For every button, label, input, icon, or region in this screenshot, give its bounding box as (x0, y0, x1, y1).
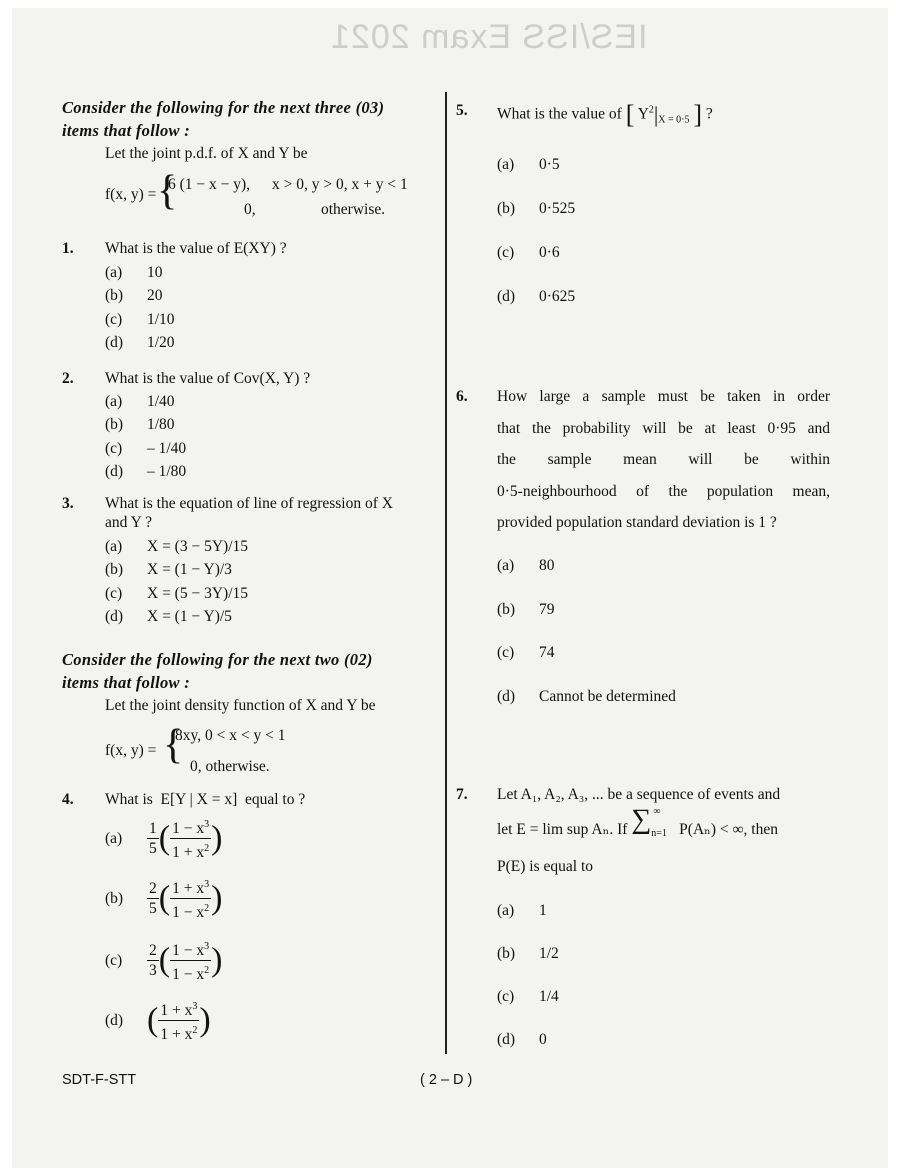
q4c-right-paren: ) (211, 941, 223, 979)
q2-option-d-text[interactable]: – 1/80 (147, 463, 187, 480)
q4d-den (158, 1021, 199, 1044)
q7-text-line3: P(E) is equal to (497, 858, 593, 875)
q4a-num (170, 815, 211, 839)
q1-option-a-text[interactable]: 10 (147, 264, 163, 281)
q1-number: 1. (62, 240, 74, 257)
q7-sum-symbol: ∑ (631, 804, 652, 835)
q4-option-d-formula[interactable] (147, 997, 211, 1044)
q2-option-c-text[interactable]: – 1/40 (147, 440, 187, 457)
q7-option-b-label[interactable]: (b) (497, 945, 516, 962)
q4b-right-paren: ) (211, 879, 223, 917)
q6-text-line4: 0·5-neighbourhood of the population mean, (497, 482, 830, 500)
pdf1-lhs: f(x, y) = (105, 186, 157, 203)
q7-option-b-text[interactable]: 1/2 (539, 945, 559, 962)
q4b-fraction (170, 875, 211, 922)
pdf1-case2-expr: 0, (244, 201, 256, 218)
q6-text-line1: How large a sample must be taken in order (497, 388, 830, 405)
q4a-den (170, 839, 211, 862)
q7-option-d-text[interactable]: 0 (539, 1031, 547, 1048)
q7-line2-pre: let E = lim sup Aₙ. If (497, 821, 628, 838)
q4b-left-paren: ( (158, 879, 171, 917)
q4a-num-exp: 3 (204, 819, 210, 830)
q4c-num-exp: 3 (204, 941, 210, 952)
exam-page (12, 8, 888, 1168)
q6-option-b-label[interactable]: (b) (497, 601, 516, 618)
q4a-den-exp: 2 (204, 843, 210, 855)
q4c-coefficient (147, 941, 159, 980)
q4-option-c-label[interactable]: (c) (105, 952, 123, 969)
q6-option-b-text[interactable]: 79 (539, 601, 555, 618)
q4-number: 4. (62, 791, 74, 808)
q4b-den-exp: 2 (204, 903, 210, 915)
q2-option-a-label[interactable]: (a) (105, 393, 123, 410)
q4d-num (158, 997, 199, 1021)
q4-option-c-formula[interactable] (147, 937, 222, 984)
q6-text (497, 381, 830, 539)
q4c-den-exp: 2 (204, 965, 210, 977)
section1-intro: Let the joint p.d.f. of X and Y be (105, 145, 308, 162)
q5-given-bar: | (653, 102, 659, 127)
q2-option-d-label[interactable]: (d) (105, 463, 124, 480)
q3-text-line2: and Y ? (105, 514, 153, 531)
q5-option-d-label[interactable]: (d) (497, 288, 516, 305)
section2-intro: Let the joint density function of X and Y be (105, 697, 376, 714)
q7-number: 7. (456, 786, 468, 803)
q2-number: 2. (62, 370, 74, 387)
pdf2-case1: 8xy, 0 < x < y < 1 (175, 727, 286, 744)
q2-option-c-label[interactable]: (c) (105, 440, 123, 457)
q4a-coef-num: 1 (149, 820, 157, 838)
q4-text (105, 791, 305, 809)
q4d-fraction (158, 997, 199, 1044)
footer-code: SDT-F-STT (62, 1072, 137, 1088)
q3-option-b-label[interactable]: (b) (105, 561, 124, 578)
q5-text (497, 100, 713, 130)
q4-option-b-formula[interactable] (147, 875, 222, 922)
q4a-left-paren: ( (158, 819, 171, 857)
q3-text-line1: What is the equation of line of regression of X (105, 495, 393, 512)
pdf2-case2: 0, otherwise. (190, 758, 270, 775)
pdf2-lhs: f(x, y) = (105, 742, 157, 759)
q4-option-a-label[interactable]: (a) (105, 830, 123, 847)
q6-text-line2: that the probability will be at least 0·95 and (497, 419, 830, 437)
q4a-coef-den: 5 (149, 840, 157, 858)
q7-option-a-text[interactable]: 1 (539, 902, 547, 919)
q4a-right-paren: ) (211, 819, 223, 857)
q1-option-c-label[interactable]: (c) (105, 311, 123, 328)
pdf1-brace: { (157, 168, 178, 214)
q7-option-c-text[interactable]: 1/4 (539, 988, 559, 1005)
q4c-num (170, 937, 211, 961)
q5-option-c-text[interactable]: 0·6 (539, 244, 560, 261)
q6-option-a-text[interactable]: 80 (539, 557, 555, 574)
q2-option-a-text[interactable]: 1/40 (147, 393, 175, 410)
q4b-coefficient (147, 879, 159, 918)
section1-header-line1: Consider the following for the next three (03) (62, 98, 385, 117)
q4b-den (170, 899, 211, 922)
q3-option-c-text[interactable]: X = (5 − 3Y)/15 (147, 585, 248, 602)
q4d-left-paren: ( (147, 1001, 159, 1039)
q1-option-d-text[interactable]: 1/20 (147, 334, 175, 351)
q1-option-d-label[interactable]: (d) (105, 334, 124, 351)
q6-text-line3: the sample mean will be within (497, 451, 830, 468)
q5-right-bracket: ] (693, 100, 703, 129)
q4a-fraction (170, 815, 211, 862)
section2-header-line2: items that follow : (62, 673, 191, 692)
watermark: IES/ISS Exam 2021 (330, 18, 648, 56)
q7-sum-bottom: n=1 (651, 828, 667, 839)
q4c-fraction (170, 937, 211, 984)
q3-option-b-text[interactable]: X = (1 − Y)/3 (147, 561, 232, 578)
q7-text-line2 (497, 804, 832, 839)
q3-option-c-label[interactable]: (c) (105, 585, 123, 602)
q4-text-expr: E[Y | X = x] (160, 791, 238, 808)
q5-number: 5. (456, 102, 468, 119)
q7-text-line1: Let A₁, A₂, A₃, ... be a sequence of events and (497, 786, 781, 803)
q4a-coefficient (147, 819, 159, 858)
q7-option-c-label[interactable]: (c) (497, 988, 515, 1005)
q4b-coef-num: 2 (149, 880, 157, 898)
q1-text: What is the value of E(XY) ? (105, 240, 287, 257)
q5-option-a-label[interactable]: (a) (497, 156, 515, 173)
q6-option-a-label[interactable]: (a) (497, 557, 515, 574)
q2-text: What is the value of Cov(X, Y) ? (105, 370, 311, 387)
q2-option-b-text[interactable]: 1/80 (147, 416, 175, 433)
q4d-num-text: 1 + x (160, 1002, 193, 1020)
q3-option-d-text[interactable]: X = (1 − Y)/5 (147, 608, 232, 625)
q6-option-d-text[interactable]: Cannot be determined (539, 688, 676, 705)
q4-text-pre: What is (105, 791, 153, 808)
q4c-coef-den: 3 (149, 962, 157, 980)
q3-option-a-text[interactable]: X = (3 − 5Y)/15 (147, 538, 248, 555)
q5-option-d-text[interactable]: 0·625 (539, 288, 576, 305)
q5-text-pre: What is the value of (497, 105, 622, 123)
q4b-num-text: 1 + x (172, 880, 205, 898)
q4c-left-paren: ( (158, 941, 171, 979)
q4-option-d-label[interactable]: (d) (105, 1012, 124, 1029)
pdf2-brace: { (163, 722, 184, 768)
q4c-den-text: 1 − x (172, 966, 205, 984)
q1-option-a-label[interactable]: (a) (105, 264, 123, 281)
column-divider (445, 92, 447, 1054)
q3-option-d-label[interactable]: (d) (105, 608, 124, 625)
section2-header (62, 648, 373, 694)
q4d-den-exp: 2 (192, 1025, 198, 1037)
q5-bracket-base: Y (637, 105, 649, 123)
q7-sum-top: ∞ (653, 806, 661, 817)
q4d-num-exp: 3 (192, 1001, 198, 1012)
q4a-den-text: 1 + x (172, 844, 205, 862)
q4d-den-text: 1 + x (160, 1026, 193, 1044)
q4-option-a-formula[interactable] (147, 815, 222, 862)
q4b-num (170, 875, 211, 899)
q4-text-post: equal to ? (244, 791, 306, 808)
pdf1-case1-cond: x > 0, y > 0, x + y < 1 (272, 176, 408, 193)
q1-option-b-label[interactable]: (b) (105, 287, 124, 304)
footer-page-number: ( 2 – D ) (420, 1072, 473, 1088)
section2-header-line1: Consider the following for the next two (02) (62, 650, 373, 669)
q4d-right-paren: ) (199, 1001, 211, 1039)
q4c-num-text: 1 − x (172, 942, 205, 960)
section1-header-line2: items that follow : (62, 121, 191, 140)
q5-option-b-label[interactable]: (b) (497, 200, 516, 217)
q5-text-post: ? (705, 105, 713, 123)
q4-option-b-label[interactable]: (b) (105, 890, 124, 907)
q1-option-b-text[interactable]: 20 (147, 287, 163, 304)
q7-option-a-label[interactable]: (a) (497, 902, 515, 919)
q3-number: 3. (62, 495, 74, 512)
q5-bracket-exp: 2 (648, 104, 654, 116)
q2-option-b-label[interactable]: (b) (105, 416, 124, 433)
q4c-coef-num: 2 (149, 942, 157, 960)
q6-number: 6. (456, 388, 468, 405)
q5-option-c-label[interactable]: (c) (497, 244, 515, 261)
pdf1-case2-cond: otherwise. (321, 201, 386, 218)
q4b-num-exp: 3 (204, 879, 210, 890)
q4c-den (170, 961, 211, 984)
q1-option-c-text[interactable]: 1/10 (147, 311, 175, 328)
q7-summation (631, 804, 675, 839)
q6-option-d-label[interactable]: (d) (497, 688, 516, 705)
q5-option-b-text[interactable]: 0·525 (539, 200, 576, 217)
section1-header (62, 96, 384, 142)
q6-text-line5: provided population standard deviation is 1 ? (497, 514, 777, 531)
q7-option-d-label[interactable]: (d) (497, 1031, 516, 1048)
q4b-coef-den: 5 (149, 900, 157, 918)
q6-option-c-label[interactable]: (c) (497, 644, 515, 661)
q5-bracket-sub: X = 0·5 (658, 114, 690, 126)
q5-left-bracket: [ (625, 100, 635, 129)
q4b-den-text: 1 − x (172, 904, 205, 922)
q7-line2-post: P(Aₙ) < ∞, then (679, 821, 778, 838)
q5-option-a-text[interactable]: 0·5 (539, 156, 560, 173)
q3-option-a-label[interactable]: (a) (105, 538, 123, 555)
q6-option-c-text[interactable]: 74 (539, 644, 555, 661)
pdf1-case1-expr: 6 (1 − x − y), (168, 176, 251, 193)
q4a-num-text: 1 − x (172, 820, 205, 838)
